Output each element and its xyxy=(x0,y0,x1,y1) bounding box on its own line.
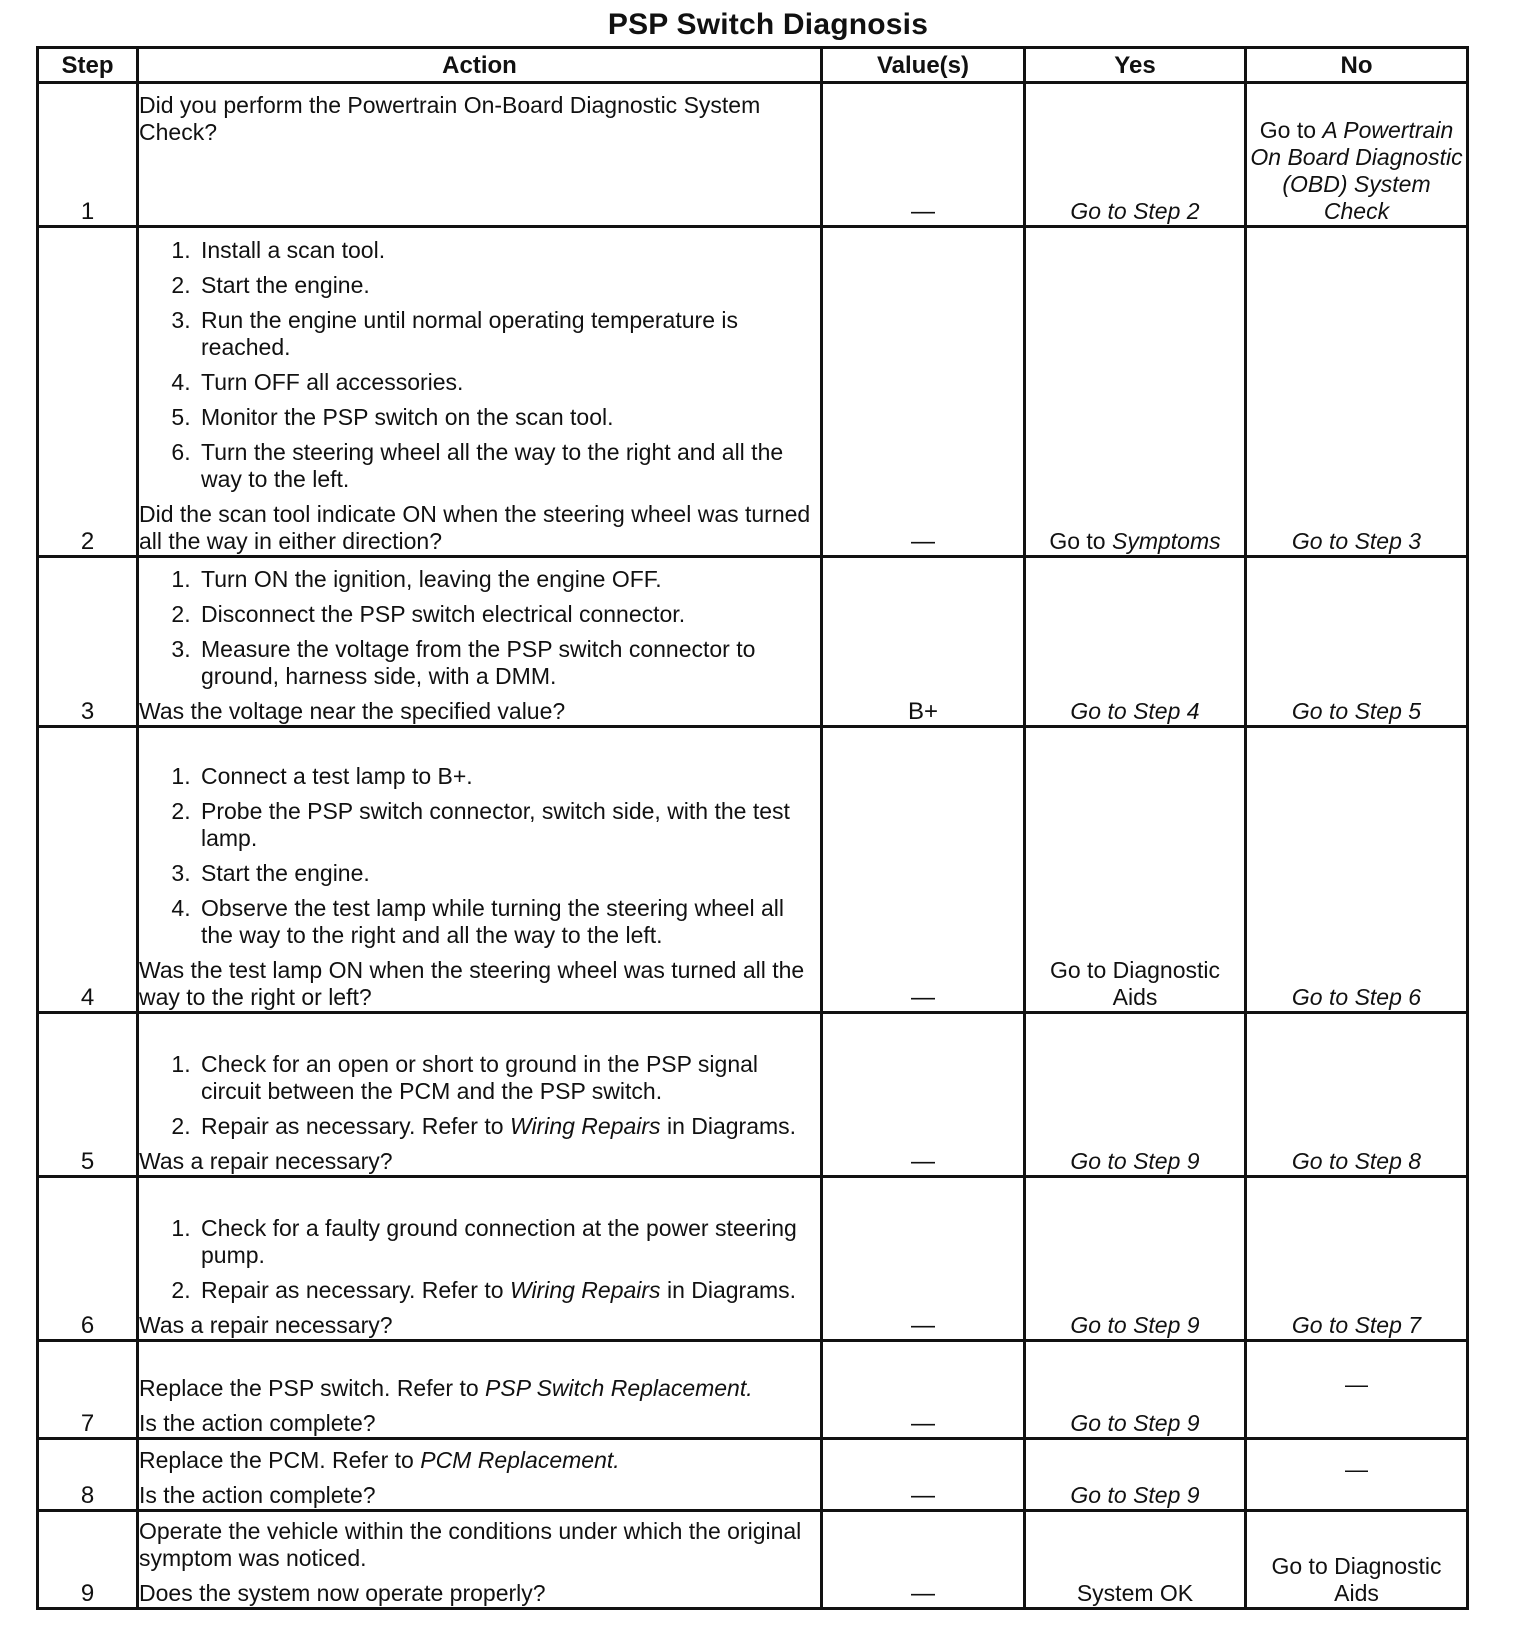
action-cell xyxy=(138,727,822,1013)
action-item: 1. Turn ON the ignition, leaving the engine OFF. xyxy=(197,566,820,593)
action-cell xyxy=(138,83,822,227)
lead-link: PCM Replacement. xyxy=(420,1447,620,1473)
action-item: 2. Disconnect the PSP switch electrical connector. xyxy=(197,601,820,628)
no-cell: Go to Step 5 xyxy=(1246,557,1468,727)
diagnosis-table xyxy=(36,46,1469,1610)
yes-cell: Go to Step 9 xyxy=(1025,1439,1246,1511)
value-cell: — xyxy=(822,227,1025,557)
action-item: 1. Check for a faulty ground connection at the power steering pump. xyxy=(197,1215,820,1269)
step-number: 3 xyxy=(38,557,138,727)
no-cell: — xyxy=(1246,1439,1468,1511)
yes-cell: Go to Step 9 xyxy=(1025,1341,1246,1439)
table-row xyxy=(38,727,1468,1013)
yes-prefix: Go to xyxy=(1049,528,1112,554)
step-number: 1 xyxy=(38,83,138,227)
action-item: 3. Run the engine until normal operating temperature is reached. xyxy=(197,307,820,361)
action-cell xyxy=(138,227,822,557)
header-yes: Yes xyxy=(1025,48,1246,83)
no-prefix: Go to xyxy=(1259,117,1323,143)
action-list xyxy=(139,1215,820,1304)
no-cell: Go to Step 3 xyxy=(1246,227,1468,557)
yes-cell: Go to Step 4 xyxy=(1025,557,1246,727)
table-row xyxy=(38,1439,1468,1511)
page-title: PSP Switch Diagnosis xyxy=(607,8,929,41)
action-cell xyxy=(138,1341,822,1439)
action-question: Is the action complete? xyxy=(139,1482,376,1508)
step-number: 6 xyxy=(38,1177,138,1341)
action-question: Did you perform the Powertrain On-Board Diagnostic System Check? xyxy=(139,92,761,145)
action-cell xyxy=(138,1013,822,1177)
table-header-row xyxy=(38,48,1468,83)
value-cell: — xyxy=(822,1341,1025,1439)
table-row xyxy=(38,1013,1468,1177)
action-question: Was the test lamp ON when the steering wheel was turned all the way to the right or left? xyxy=(139,957,805,1010)
repair-link: Wiring Repairs xyxy=(509,1113,661,1139)
table-row xyxy=(38,1511,1468,1609)
lead-text: Replace the PCM. Refer to xyxy=(139,1447,421,1473)
header-values: Value(s) xyxy=(822,48,1025,83)
value-cell: — xyxy=(822,1177,1025,1341)
lead-text: Replace the PSP switch. Refer to xyxy=(139,1375,486,1401)
action-question: Was a repair necessary? xyxy=(139,1148,393,1174)
yes-cell xyxy=(1025,227,1246,557)
step-number: 8 xyxy=(38,1439,138,1511)
yes-cell: Go to Step 9 xyxy=(1025,1177,1246,1341)
table-row xyxy=(38,227,1468,557)
no-link: A Powertrain On Board Diagnostic (OBD) System Check xyxy=(1250,117,1463,224)
action-item: 3. Start the engine. xyxy=(197,860,820,887)
value-cell: — xyxy=(822,727,1025,1013)
action-question: Is the action complete? xyxy=(139,1410,376,1436)
action-lead xyxy=(139,1375,820,1402)
repair-link: Wiring Repairs xyxy=(509,1277,661,1303)
header-no: No xyxy=(1246,48,1468,83)
repair-suffix: in Diagrams. xyxy=(660,1113,797,1139)
yes-cell: Go to Step 2 xyxy=(1025,83,1246,227)
no-cell: Go to Step 6 xyxy=(1246,727,1468,1013)
action-cell xyxy=(138,1439,822,1511)
action-item xyxy=(197,1277,820,1304)
yes-cell: System OK xyxy=(1025,1511,1246,1609)
action-cell xyxy=(138,557,822,727)
action-question: Was the voltage near the specified value? xyxy=(139,698,566,724)
action-cell xyxy=(138,1511,822,1609)
yes-cell: Go to Step 9 xyxy=(1025,1013,1246,1177)
action-item: 2. Start the engine. xyxy=(197,272,820,299)
value-cell: B+ xyxy=(822,557,1025,727)
action-item: 5. Monitor the PSP switch on the scan tool. xyxy=(197,404,820,431)
action-item: 1. Check for an open or short to ground in the PSP signal circuit between the PCM and the PSP switch. xyxy=(197,1051,820,1105)
no-cell xyxy=(1246,83,1468,227)
no-cell: Go to Step 8 xyxy=(1246,1013,1468,1177)
action-list xyxy=(139,566,820,690)
step-number: 5 xyxy=(38,1013,138,1177)
table-row xyxy=(38,83,1468,227)
lead-link: PSP Switch Replacement. xyxy=(485,1375,753,1401)
action-item xyxy=(197,1113,820,1140)
yes-cell: Go to Diagnostic Aids xyxy=(1025,727,1246,1013)
value-cell: — xyxy=(822,1511,1025,1609)
action-question: Does the system now operate properly? xyxy=(139,1580,546,1606)
no-cell: Go to Step 7 xyxy=(1246,1177,1468,1341)
value-cell: — xyxy=(822,83,1025,227)
action-item: 6. Turn the steering wheel all the way to the right and all the way to the left. xyxy=(197,439,820,493)
repair-text: Repair as necessary. Refer to xyxy=(201,1113,510,1139)
value-cell: — xyxy=(822,1439,1025,1511)
action-lead: Operate the vehicle within the conditions under which the original symptom was noticed. xyxy=(139,1518,802,1571)
table-row xyxy=(38,557,1468,727)
repair-suffix: in Diagrams. xyxy=(660,1277,797,1303)
action-item: 4. Turn OFF all accessories. xyxy=(197,369,820,396)
step-number: 9 xyxy=(38,1511,138,1609)
action-item: 3. Measure the voltage from the PSP switch connector to ground, harness side, with a DMM. xyxy=(197,636,820,690)
yes-link: Symptoms xyxy=(1112,528,1221,554)
action-question: Did the scan tool indicate ON when the steering wheel was turned all the way in either direction? xyxy=(139,501,811,554)
action-item: 1. Connect a test lamp to B+. xyxy=(197,763,820,790)
step-number: 7 xyxy=(38,1341,138,1439)
value-cell: — xyxy=(822,1013,1025,1177)
table-row xyxy=(38,1341,1468,1439)
header-action: Action xyxy=(138,48,822,83)
no-cell: — xyxy=(1246,1341,1468,1439)
repair-text: Repair as necessary. Refer to xyxy=(201,1277,510,1303)
step-number: 2 xyxy=(38,227,138,557)
action-list xyxy=(139,1051,820,1140)
table-row xyxy=(38,1177,1468,1341)
action-list xyxy=(139,763,820,949)
action-cell xyxy=(138,1177,822,1341)
action-list xyxy=(139,237,820,493)
action-item: 4. Observe the test lamp while turning the steering wheel all the way to the right and all the way to the left. xyxy=(197,895,820,949)
no-cell: Go to Diagnostic Aids xyxy=(1246,1511,1468,1609)
step-number: 4 xyxy=(38,727,138,1013)
action-item: 2. Probe the PSP switch connector, switch side, with the test lamp. xyxy=(197,798,820,852)
header-step: Step xyxy=(38,48,138,83)
action-lead xyxy=(139,1447,820,1474)
action-item: 1. Install a scan tool. xyxy=(197,237,820,264)
action-question: Was a repair necessary? xyxy=(139,1312,393,1338)
